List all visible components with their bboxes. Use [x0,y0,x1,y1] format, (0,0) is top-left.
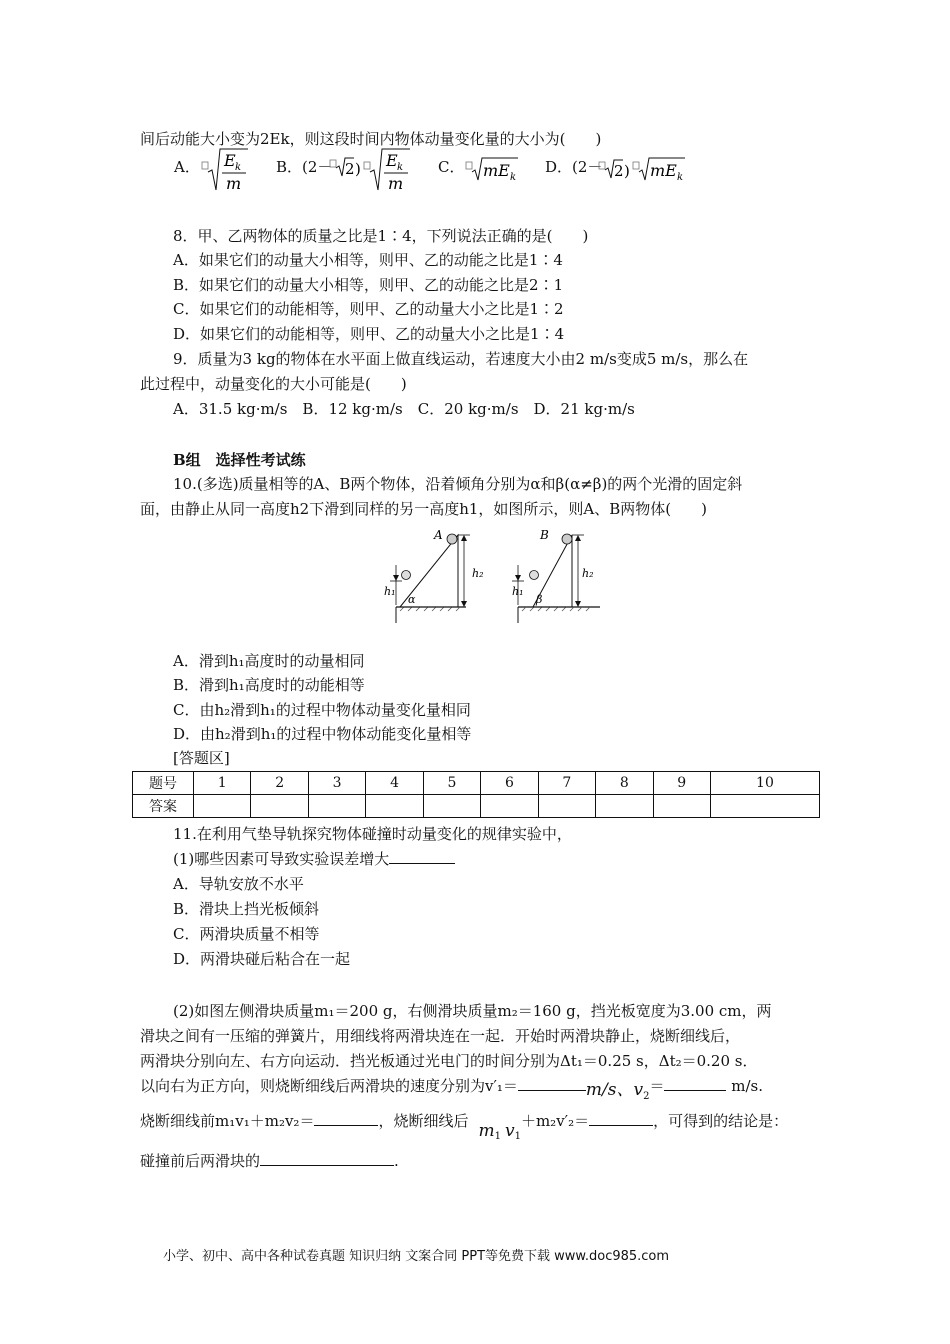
svg-text:B: B [540,528,549,542]
q10-option-b: B．滑到h₁高度时的动能相等 [173,676,365,694]
svg-text:E: E [386,151,398,170]
answer-cell[interactable] [596,795,653,818]
answer-cell[interactable] [366,795,423,818]
ball-b [562,534,572,544]
blank-v1[interactable] [518,1076,586,1091]
q11-p2-line4: 以向右为正方向，则烧断细线后两滑块的速度分别为v′₁＝ m/s、$v_2= m/s$. [140,1077,764,1102]
svg-text:k: k [510,172,517,183]
question-number: 8 [596,772,653,795]
q11-p2-line2: 滑块之间有一压缩的弹簧片，用细线将两滑块连在一起．开始时两滑块静止，烧断细线后， [140,1027,741,1045]
blank-after[interactable] [589,1111,653,1126]
q11-p2-line3: 两滑块分别向左、右方向运动．挡光板通过光电门的时间分别为Δt₁＝0.25 s，Δt₂＝0.20 s． [140,1052,758,1070]
svg-text:h₂: h₂ [472,567,484,580]
q9-stem-line2: 此过程中，动量变化的大小可能是( ) [140,375,407,393]
q11-stem: 11.在利用气垫导轨探究物体碰撞时动量变化的规律实验中， [173,825,572,843]
svg-text:β: β [536,593,543,606]
table-row [133,795,820,818]
row-head-answer: 答案 [133,795,194,818]
question-number: 3 [308,772,365,795]
q10-option-a: A．滑到h₁高度时的动量相同 [173,652,365,670]
answer-cell[interactable] [251,795,308,818]
question-number: 1 [194,772,251,795]
q11-p2-line1: (2)如图左侧滑块质量m₁＝200 g，右侧滑块质量m₂＝160 g，挡光板宽度为3.00 cm，两 [173,1002,772,1020]
k-subscript: k [235,162,242,173]
q8-option-d: D．如果它们的动能相等，则甲、乙的动量大小之比是1∶4 [173,325,565,343]
question-number: 7 [538,772,595,795]
svg-text:): ) [624,162,630,180]
blank-v2[interactable] [664,1076,726,1091]
m-symbol: m [226,174,242,193]
q10-option-d: D．由h₂滑到h₁的过程中物体动能变化量相等 [173,725,472,743]
sqrt-ek-over-m-formula [202,146,262,192]
q8-option-b: B．如果它们的动量大小相等，则甲、乙的动能之比是2∶1 [173,276,564,294]
question-number: 6 [481,772,538,795]
q8-option-c: C．如果它们的动能相等，则甲、乙的动量大小之比是1∶2 [173,300,564,318]
ek-symbol: E [224,151,236,170]
q9-options: A．31.5 kg·m/s B．12 kg·m/s C．20 kg·m/s D．21 kg·m/s [173,400,635,418]
q11-p1-option-d: D．两滑块碰后粘合在一起 [173,950,351,968]
q8-stem: 8．甲、乙两物体的质量之比是1∶4，下列说法正确的是( ) [173,227,589,245]
svg-text:k: k [677,172,684,183]
q11-p1-option-c: C．两滑块质量不相等 [173,925,320,943]
q11-p1-option-b: B．滑块上挡光板倾斜 [173,900,320,918]
mek-symbol: mE [483,161,510,180]
q7-option-b: B．(2－ 2 ) E k m [276,156,332,177]
q8-option-a: A．如果它们的动量大小相等，则甲、乙的动能之比是1∶4 [173,251,563,269]
table-row [133,772,820,795]
blank[interactable] [389,849,455,864]
q7-option-c: C． mE k [438,156,464,177]
blank-conclusion[interactable] [260,1151,394,1166]
question-number: 2 [251,772,308,795]
answer-cell[interactable] [194,795,251,818]
q7-stem: 间后动能大小变为2Ek，则这段时间内物体动量变化量的大小为( ) [140,130,602,148]
close-paren: ) [355,160,361,178]
q11-part1: (1)哪些因素可导致实验误差增大 [173,848,455,870]
answer-area-label: [答题区] [173,749,230,767]
svg-text:mE: mE [650,161,677,180]
question-number: 9 [653,772,710,795]
svg-text:2: 2 [614,162,624,180]
answer-cell[interactable] [538,795,595,818]
incline-figure [378,525,603,630]
question-number: 10 [710,772,819,795]
section-b-heading: B组 选择性考试练 [173,451,306,469]
q10-stem-line2: 面，由静止从同一高度h2下滑到同样的另一高度h1，如图所示，则A、B两物体( ) [140,500,707,518]
q10-stem-line1: 10.(多选)质量相等的A、B两个物体，沿着倾角分别为α和β(α≠β)的两个光滑的固定斜 [173,475,743,493]
question-number: 4 [366,772,423,795]
answer-cell[interactable] [710,795,819,818]
row-head-number: 题号 [133,772,194,795]
incline-b [512,528,600,623]
q11-p2-line5: 烧断细线前m₁v₁＋m₂v₂＝ ，烧断细线后 $m_1$ $v_1+m_2v'_2=$ ，可得到的结论是： [140,1112,789,1142]
svg-text:α: α [408,593,416,606]
formula-d [599,152,699,188]
ball-a [447,534,457,544]
q11-p2-line6: 碰撞前后两滑块的 . [140,1152,399,1170]
q9-stem-line1: 9．质量为3 kg的物体在水平面上做直线运动，若速度大小由2 m/s变成5 m/s，那么在 [173,350,749,368]
formula-c [466,152,526,188]
answer-cell[interactable] [423,795,480,818]
q10-option-c: C．由h₂滑到h₁的过程中物体动量变化量相同 [173,701,471,719]
svg-text:m: m [388,174,404,193]
answer-table [132,771,820,818]
q11-p1-option-a: A．导轨安放不水平 [173,875,304,893]
svg-text:h₁: h₁ [512,585,524,598]
svg-text:k: k [397,162,404,173]
blank-before[interactable] [314,1111,378,1126]
svg-text:h₂: h₂ [582,567,594,580]
incline-a [384,528,484,623]
answer-cell[interactable] [653,795,710,818]
svg-text:A: A [434,528,443,542]
two-symbol: 2 [345,160,355,178]
answer-cell[interactable] [308,795,365,818]
page-footer: 小学、初中、高中各种试卷真题 知识归纳 文案合同 PPT等免费下载 www.doc985.com [163,1249,670,1264]
q7-option-d: D．(2－ 2 ) mE k [545,156,602,177]
q7-option-a: A． E k m [174,156,200,177]
question-number: 5 [423,772,480,795]
formula-b [330,146,420,192]
svg-text:h₁: h₁ [384,585,396,598]
answer-cell[interactable] [481,795,538,818]
